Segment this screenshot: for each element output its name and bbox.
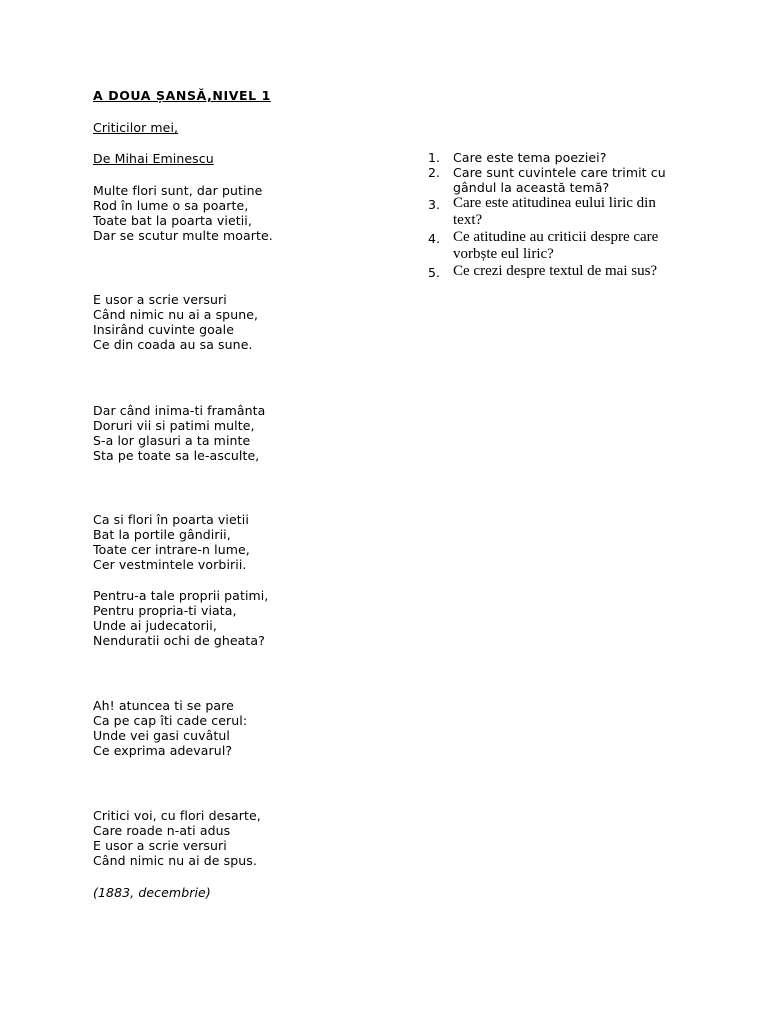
- verse-line: Unde ai judecatorii,: [93, 618, 217, 633]
- question-number: 3.: [428, 197, 440, 212]
- question-item: [428, 195, 678, 229]
- question-text: Care sunt cuvintele care trimit cu gândul la această temă?: [453, 165, 666, 195]
- stanza-4: [93, 512, 250, 572]
- question-item: [428, 150, 678, 165]
- verse-line: Bat la portile gândirii,: [93, 527, 231, 542]
- verse-line: E usor a scrie versuri: [93, 292, 227, 307]
- question-number: 2.: [428, 165, 440, 180]
- verse-line: Pentru-a tale proprii patimi,: [93, 588, 269, 603]
- verse-line: Ce exprima adevarul?: [93, 743, 233, 758]
- verse-line: Când nimic nu ai de spus.: [93, 853, 257, 868]
- verse-line: Ce din coada au sa sune.: [93, 337, 253, 352]
- verse-line: Ca pe cap îti cade cerul:: [93, 713, 248, 728]
- stanza-3: [93, 403, 265, 463]
- stanza-6: [93, 698, 247, 758]
- stanza-2: [93, 292, 258, 352]
- question-item: [428, 263, 678, 281]
- verse-line: Unde vei gasi cuvâtul: [93, 728, 231, 743]
- verse-line: Multe flori sunt, dar putine: [93, 183, 263, 198]
- question-text: Ce atitudine au criticii despre care vorbște eul liric?: [453, 229, 659, 262]
- poem-title: Criticilor mei,: [93, 120, 179, 135]
- question-text: Care este tema poeziei?: [453, 150, 607, 165]
- question-item: [428, 165, 678, 195]
- verse-line: Toate bat la poarta vietii,: [93, 213, 252, 228]
- question-number: 4.: [428, 231, 440, 246]
- verse-line: S-a lor glasuri a ta minte: [93, 433, 251, 448]
- verse-line: Rod în lume o sa poarte,: [93, 198, 249, 213]
- question-item: [428, 229, 678, 263]
- question-text: Care este atitudinea eului liric din text?: [453, 195, 656, 228]
- verse-line: Dar se scutur multe moarte.: [93, 228, 273, 243]
- verse-line: Ca si flori în poarta vietii: [93, 512, 249, 527]
- verse-line: Dar când inima-ti framânta: [93, 403, 266, 418]
- poem-author: De Mihai Eminescu: [93, 151, 214, 166]
- question-text: Ce crezi despre textul de mai sus?: [453, 263, 658, 279]
- verse-line: Ah! atuncea ti se pare: [93, 698, 234, 713]
- poem-date: (1883, decembrie): [93, 885, 211, 900]
- verse-line: Când nimic nu ai a spune,: [93, 307, 259, 322]
- verse-line: Nenduratii ochi de gheata?: [93, 633, 265, 648]
- verse-line: Care roade n-ati adus: [93, 823, 231, 838]
- stanza-5: [93, 588, 268, 648]
- verse-line: Toate cer intrare-n lume,: [93, 542, 250, 557]
- verse-line: Cer vestmintele vorbirii.: [93, 557, 247, 572]
- verse-line: Doruri vii si patimi multe,: [93, 418, 255, 433]
- verse-line: E usor a scrie versuri: [93, 838, 227, 853]
- stanza-1: [93, 183, 273, 243]
- page-title: A DOUA ȘANSĂ,NIVEL 1: [93, 88, 271, 103]
- verse-line: Critici voi, cu flori desarte,: [93, 808, 261, 823]
- stanza-7: [93, 808, 261, 868]
- verse-line: Sta pe toate sa le-asculte,: [93, 448, 260, 463]
- question-number: 1.: [428, 150, 440, 165]
- verse-line: Insirând cuvinte goale: [93, 322, 234, 337]
- questions-list: [428, 150, 678, 281]
- question-number: 5.: [428, 265, 440, 280]
- verse-line: Pentru propria-ti viata,: [93, 603, 237, 618]
